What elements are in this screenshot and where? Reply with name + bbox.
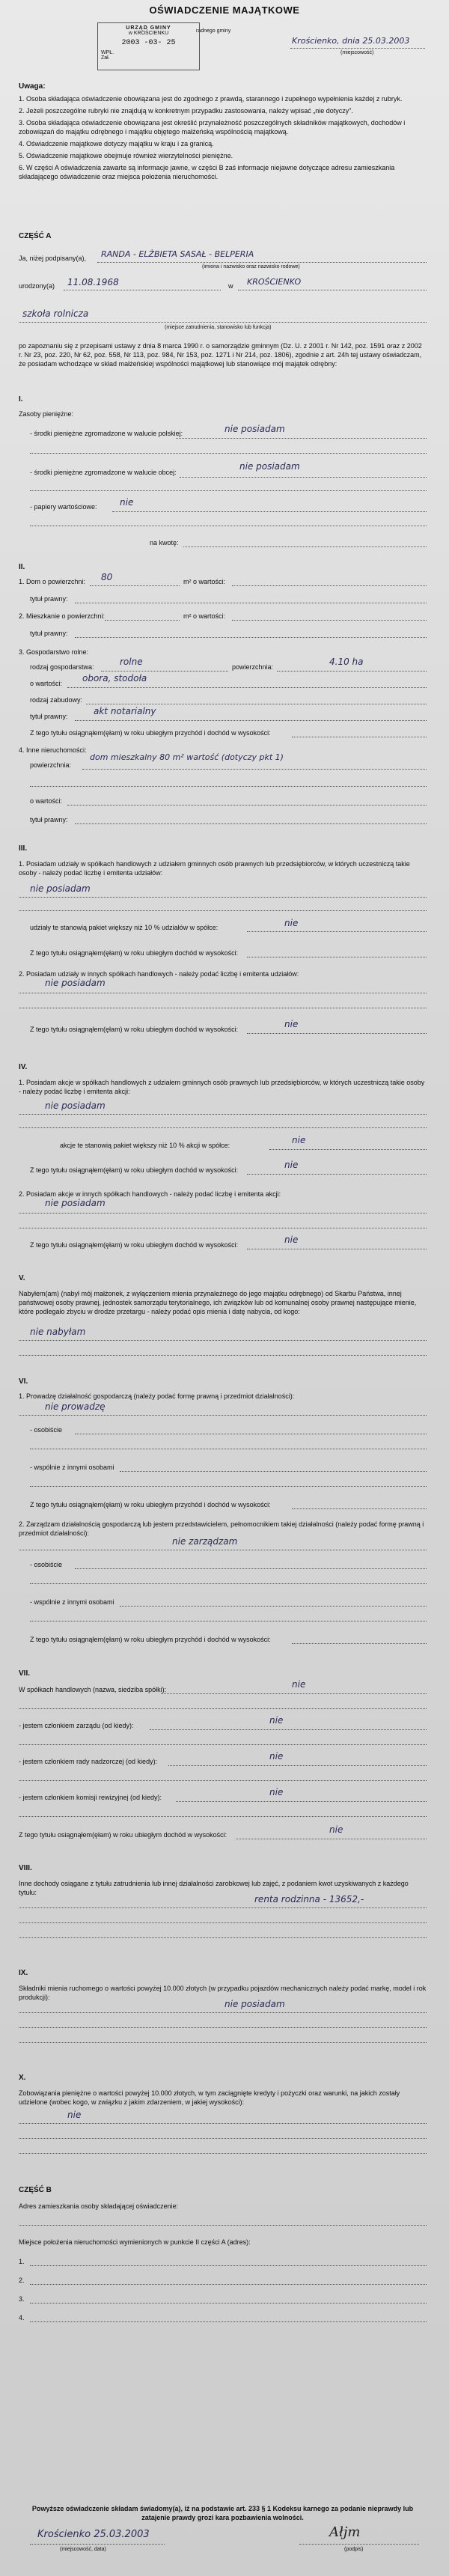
- sec9-handwritten: nie posiadam: [224, 1999, 285, 2009]
- sec3-p2-handwritten: nie posiadam: [45, 978, 106, 988]
- sec7-zarzad-handwritten: nie: [269, 1715, 284, 1726]
- rodzaj-label: rodzaj gospodarstwa:: [30, 663, 94, 671]
- mieszkanie-value-label: m² o wartości:: [183, 612, 226, 620]
- powierzchnia-label: powierzchnia:: [232, 663, 274, 671]
- sec4-p2-dochod-handwritten: nie: [284, 1234, 299, 1245]
- gosp-value-label: o wartości:: [30, 680, 63, 687]
- sec6-dochod: Z tego tytułu osiągnąłem(ęłam) w roku ubiegłym przychód i dochód w wysokości:: [30, 1501, 271, 1508]
- sec6-p2-osobiscie: - osobiście: [30, 1561, 63, 1568]
- foreign-label: - środki pieniężne zgromadzone w walucie obcej:: [30, 469, 177, 476]
- sec7-dochod-handwritten: nie: [329, 1824, 343, 1835]
- gosp-title-handwritten: akt notarialny: [94, 706, 156, 716]
- section-10-heading: X.: [19, 2074, 26, 2082]
- gosp-title-label: tytuł prawny:: [30, 713, 68, 720]
- sec4-p2-handwritten: nie posiadam: [45, 1198, 106, 1208]
- footer-place-date-handwritten: Krościenko 25.03.2003: [37, 2529, 150, 2540]
- document-title: OŚWIADCZENIE MAJĄTKOWE: [149, 4, 300, 16]
- papers-label: - papiery wartościowe:: [30, 503, 97, 511]
- section-5-heading: V.: [19, 1274, 25, 1282]
- uwaga-item: 6. W części A oświadczenia zawarte są informacje jawne, w części B zaś informacje niejawne dotyczące adresu zamieszkania składającego oświadczenie oraz miejsca położenia nieruchomości.: [19, 164, 395, 180]
- born-in-label: w: [228, 282, 233, 290]
- municipality-label: radnego gminy: [196, 28, 231, 34]
- name-handwritten: RANDA - ELŻBIETA SASAŁ - BELPERIA: [101, 249, 254, 259]
- sec6-osobiscie: - osobiście: [30, 1426, 63, 1434]
- place-date-handwritten: Krościenko, dnia 25.03.2003: [292, 36, 410, 46]
- section-8-heading: VIII.: [19, 1864, 32, 1872]
- sec10-text: Zobowiązania pieniężne o wartości powyżej 10.000 złotych, w tym zaciągnięte kredyty i pożyczki oraz warunki, na jakich zostały udzielone (wobec kogo, w związku z jakim zdarzeniem, w jakiej wysokości):: [19, 2089, 400, 2106]
- czesc-b-item: 4.: [19, 2314, 25, 2321]
- stamp-date: 2003 -03- 25: [121, 39, 176, 47]
- inne-label: 4. Inne nieruchomości:: [19, 746, 87, 754]
- sec7-komisja-handwritten: nie: [269, 1787, 284, 1797]
- zabudowa-label: rodzaj zabudowy:: [30, 696, 83, 704]
- sec3-pakiet-handwritten: nie: [284, 918, 299, 928]
- sec6-p2-wspolnie: - wspólnie z innymi osobami: [30, 1598, 114, 1606]
- sec4-p1-handwritten: nie posiadam: [45, 1100, 106, 1111]
- dom-handwritten: 80: [101, 572, 113, 582]
- mieszkanie-label: 2. Mieszkanie o powierzchni:: [19, 612, 106, 620]
- signature-handwritten: Ałjm: [329, 2524, 361, 2540]
- section-7-heading: VII.: [19, 1669, 31, 1678]
- rodzaj-handwritten: rolne: [120, 657, 143, 667]
- sec3-pakiet: udziały te stanowią pakiet większy niż 10 % udziałów w spółce:: [30, 924, 219, 931]
- gosp-income-label: Z tego tytułu osiągnąłem(ęłam) w roku ubiegłym przychód i dochód w wysokości:: [30, 729, 271, 737]
- papers-amount-label: na kwotę:: [150, 539, 179, 546]
- sec6-p1-handwritten: nie prowadzę: [45, 1401, 106, 1412]
- dom-label: 1. Dom o powierzchni:: [19, 578, 86, 585]
- sec4-p1: 1. Posiadam akcje w spółkach handlowych z udziałem gminnych osób prawnych lub przedsiębiorców, w których uczestniczą takie osoby - należy podać liczbę i emitenta akcji:: [19, 1079, 425, 1095]
- sec3-p1-handwritten: nie posiadam: [30, 883, 91, 894]
- sec7-komisja: - jestem członkiem komisji rewizyjnej (od kiedy):: [19, 1794, 162, 1801]
- born-label: urodzony(a): [19, 282, 55, 290]
- section-3-heading: III.: [19, 844, 28, 853]
- sec7-rada-handwritten: nie: [269, 1751, 284, 1762]
- section-9-heading: IX.: [19, 1969, 28, 1977]
- sec4-pakiet-handwritten: nie: [292, 1135, 306, 1145]
- zasoby-label: Zasoby pieniężne:: [19, 410, 74, 418]
- signature-caption: (podpis): [344, 2547, 364, 2552]
- name-caption: (imiona i nazwisko oraz nazwisko rodowe): [202, 264, 300, 270]
- sec10-handwritten: nie: [67, 2110, 82, 2120]
- mieszkanie-title-label: tytuł prawny:: [30, 630, 68, 637]
- place-date-caption: (miejscowość): [340, 50, 374, 55]
- sec3-dochod: Z tego tytułu osiągnąłem(ęłam) w roku ubiegłym dochód w wysokości:: [30, 949, 239, 957]
- uwaga-item: 5. Oświadczenie majątkowe obejmuje również wierzytelności pieniężne.: [19, 152, 233, 159]
- sec6-wspolnie: - wspólnie z innymi osobami: [30, 1464, 114, 1471]
- sec3-p2-dochod-handwritten: nie: [284, 1019, 299, 1029]
- foreign-handwritten: nie posiadam: [239, 461, 300, 472]
- place-date-line: [290, 48, 425, 49]
- czesc-b-item: 2.: [19, 2277, 25, 2284]
- sec6-p2: 2. Zarządzam działalnością gospodarczą lub jestem przedstawicielem, pełnomocnikiem takiej działalności (należy podać formę prawną i przedmiot działalności):: [19, 1520, 424, 1537]
- sec7-intro: W spółkach handlowych (nazwa, siedziba spółki):: [19, 1686, 167, 1693]
- sec3-p1: 1. Posiadam udziały w spółkach handlowych z udziałem gminnych osób prawnych lub przedsiębiorców, w których uczestniczą takie osoby - należy podać liczbę i emitenta udziałów:: [19, 860, 410, 877]
- uwaga-item: 3. Osoba składająca oświadczenie obowiązana jest określić przynależność poszczególnych składników majątkowych, dochodów i zobowiązań do majątku odrębnego i majątku objętego małżeńską wspólnością majątkową.: [19, 119, 406, 136]
- uwaga-item: 2. Jeżeli poszczególne rubryki nie znajdują w konkretnym przypadku zastosowania, należy wpisać „nie dotyczy”.: [19, 107, 353, 115]
- inne-title-label: tytuł prawny:: [30, 816, 68, 823]
- pln-handwritten: nie posiadam: [224, 424, 285, 434]
- dom-value-label: m² o wartości:: [183, 578, 226, 585]
- uwaga-list: [19, 94, 408, 181]
- sec9-text: Składniki mienia ruchomego o wartości powyżej 10.000 złotych (w przypadku pojazdów mechanicznych należy podać markę, model i rok produkcji):: [19, 1985, 427, 2001]
- sec8-handwritten: renta rodzinna - 13652,-: [254, 1894, 364, 1904]
- stamp-line-1: URZĄD GMINY: [126, 25, 171, 31]
- gosp-value-handwritten: obora, stodoła: [82, 673, 147, 683]
- section-6-heading: VI.: [19, 1377, 28, 1386]
- sec5-text: Nabyłem(am) (nabył mój małżonek, z wyłączeniem mienia przynależnego do jego majątku odrębnego) od Skarbu Państwa, innej państwowej osoby prawnej, jednostek samorządu terytorialnego, ich związków lub od komunalnej osoby prawnej następujące mienie, które podlegało zbyciu w drodze przetargu - należy podać opis mienia i datę nabycia, od kogo:: [19, 1290, 417, 1315]
- sec4-dochod-handwritten: nie: [284, 1160, 299, 1170]
- sec7-dochod: Z tego tytułu osiągnąłem(ęłam) w roku ubiegłym dochód w wysokości:: [19, 1831, 227, 1839]
- gospodarstwo-label: 3. Gospodarstwo rolne:: [19, 648, 89, 656]
- legal-text: po zapoznaniu się z przepisami ustawy z dnia 8 marca 1990 r. o samorządzie gminnym (Dz. U. z 2001 r. Nr 142, poz. 1591 oraz z 2002 r. Nr 23, poz. 220, Nr 62, poz. 558, Nr 113, poz. 984, Nr 153, poz. 1271 i Nr 214, poz. 1806), zgodnie z art. 24h tej ustawy oświadczam, że posiadam wchodzące w skład małżeńskiej wspólności majątkowej lub stanowiące mój majątek odrębny:: [19, 342, 422, 368]
- sec7-intro-handwritten: nie: [292, 1679, 306, 1690]
- sec7-zarzad: - jestem członkiem zarządu (od kiedy):: [19, 1722, 134, 1729]
- uwaga-item: 4. Oświadczenie majątkowe dotyczy majątku w kraju i za granicą.: [19, 140, 214, 147]
- sec4-p2: 2. Posiadam akcje w innych spółkach handlowych - należy podać liczbę i emitenta akcji:: [19, 1190, 281, 1198]
- papers-handwritten: nie: [120, 497, 134, 508]
- footer-place-caption: (miejscowość, data): [60, 2547, 106, 2552]
- stamp-wplyw: WPŁ.: [101, 50, 114, 55]
- stamp-zal: Zał.: [101, 55, 110, 61]
- pln-label: - środki pieniężne zgromadzone w walucie polskiej:: [30, 430, 183, 437]
- uwaga-heading: Uwaga:: [19, 82, 46, 91]
- czesc-b-miejsce: Miejsce położenia nieruchomości wymienionych w punkcie II części A (adres):: [19, 2238, 251, 2246]
- sec4-p2-dochod: Z tego tytułu osiągnąłem(ęłam) w roku ubiegłym dochód w wysokości:: [30, 1241, 239, 1249]
- section-4-heading: IV.: [19, 1063, 28, 1071]
- sec3-p2-dochod: Z tego tytułu osiągnąłem(ęłam) w roku ubiegłym dochód w wysokości:: [30, 1026, 239, 1033]
- born-in-handwritten: KROŚCIENKO: [247, 277, 302, 287]
- powierzchnia-handwritten: 4.10 ha: [329, 657, 364, 667]
- section-2-heading: II.: [19, 563, 25, 571]
- workplace-caption: (miejsce zatrudnienia, stanowisko lub funkcja): [165, 325, 272, 330]
- sec8-text: Inne dochody osiągane z tytułu zatrudnienia lub innej działalności zarobkowej lub zajęć, z podaniem kwot uzyskiwanych z każdego tytułu:: [19, 1880, 409, 1896]
- ja-label: Ja, niżej podpisany(a),: [19, 255, 87, 262]
- czesc-b-heading: CZĘŚĆ B: [19, 2186, 52, 2194]
- sec5-handwritten: nie nabyłam: [30, 1327, 86, 1337]
- czesc-b-item: 1.: [19, 2258, 25, 2265]
- dom-title-label: tytuł prawny:: [30, 595, 68, 603]
- sec6-p2-handwritten: nie zarządzam: [172, 1536, 238, 1547]
- inne-value-label: o wartości:: [30, 797, 63, 805]
- sec7-rada: - jestem członkiem rady nadzorczej (od kiedy):: [19, 1758, 158, 1765]
- sec6-p2-dochod: Z tego tytułu osiągnąłem(ęłam) w roku ubiegłym przychód i dochód w wysokości:: [30, 1636, 271, 1643]
- born-handwritten: 11.08.1968: [67, 277, 119, 287]
- czesc-b-adres: Adres zamieszkania osoby składającej oświadczenie:: [19, 2202, 179, 2210]
- czesc-a-heading: CZĘŚĆ A: [19, 232, 52, 240]
- section-1-heading: I.: [19, 395, 23, 404]
- inne-handwritten: dom mieszkalny 80 m² wartość (dotyczy pkt 1): [90, 752, 284, 762]
- czesc-b-item: 3.: [19, 2295, 25, 2303]
- sec4-pakiet: akcje te stanowią pakiet większy niż 10 % akcji w spółce:: [60, 1142, 230, 1149]
- inne-powierzchnia-label: powierzchnia:: [30, 761, 72, 769]
- sec6-p1: 1. Prowadzę działalność gospodarczą (należy podać formę prawną i przedmiot działalności):: [19, 1392, 295, 1400]
- registry-stamp: [97, 22, 200, 70]
- stamp-line-2: w KROŚCIENKU: [128, 31, 169, 36]
- sec4-dochod: Z tego tytułu osiągnąłem(ęłam) w roku ubiegłym dochód w wysokości:: [30, 1166, 239, 1174]
- uwaga-item: 1. Osoba składająca oświadczenie obowiązana jest do zgodnego z prawdą, starannego i zupełnego wypełnienia każdej z rubryk.: [19, 95, 403, 103]
- sec3-p2: 2. Posiadam udziały w innych spółkach handlowych - należy podać liczbę i emitenta udziałów:: [19, 970, 299, 978]
- footer-statement: Powyższe oświadczenie składam świadomy(a), iż na podstawie art. 233 § 1 Kodeksu karnego za podanie nieprawdy lub zatajenie prawdy grozi kara pozbawienia wolności.: [31, 2505, 414, 2521]
- workplace-handwritten: szkoła rolnicza: [22, 308, 89, 319]
